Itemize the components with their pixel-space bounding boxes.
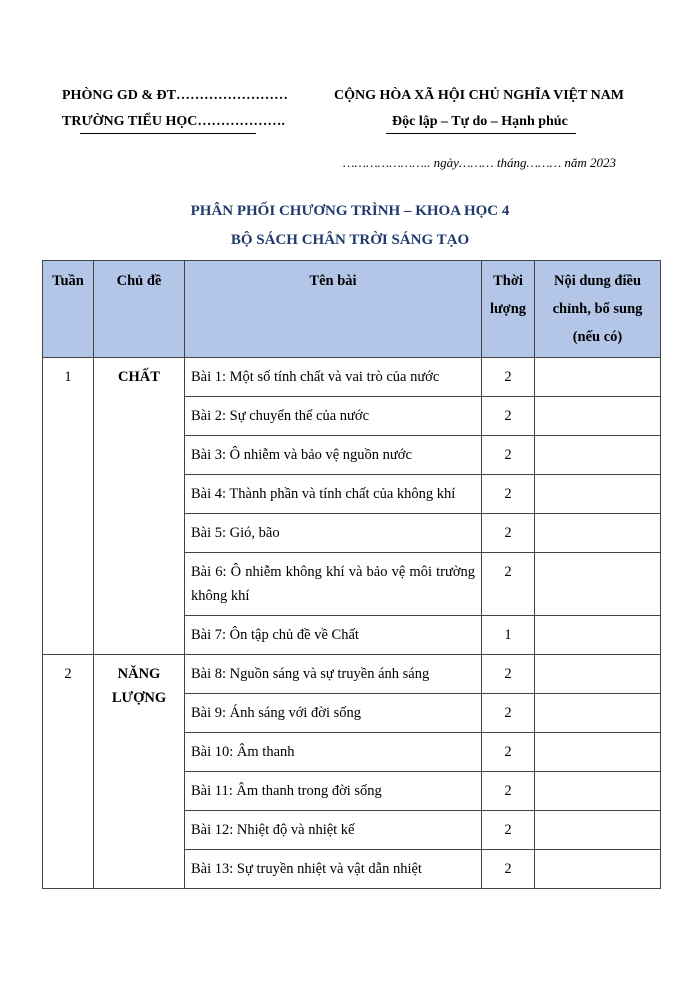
table-body: [43, 358, 661, 889]
lesson-cell: Bài 2: Sự chuyển thể của nước: [185, 397, 482, 436]
duration-cell: 2: [482, 436, 535, 475]
lesson-cell: Bài 11: Âm thanh trong đời sống: [185, 772, 482, 811]
table-row: [43, 655, 661, 694]
duration-cell: 2: [482, 733, 535, 772]
lesson-cell: Bài 7: Ôn tập chủ đề về Chất: [185, 616, 482, 655]
duration-cell: 2: [482, 655, 535, 694]
notes-cell: [535, 553, 661, 616]
motto: Độc lập – Tự do – Hạnh phúc: [392, 114, 568, 129]
school-label: TRƯỜNG TIỂU HỌC……………….: [62, 114, 285, 129]
notes-cell: [535, 850, 661, 889]
notes-cell: [535, 397, 661, 436]
topic-column-header: Chủ đề: [94, 261, 185, 358]
table-header-row: [43, 261, 661, 358]
lesson-cell: Bài 6: Ô nhiễm không khí và bảo vệ môi trường không khí: [185, 553, 482, 616]
week-cell: 1: [43, 358, 94, 655]
duration-cell: 2: [482, 358, 535, 397]
curriculum-table: [42, 260, 661, 889]
duration-cell: 2: [482, 514, 535, 553]
notes-cell: [535, 436, 661, 475]
duration-cell: 2: [482, 397, 535, 436]
topic-cell: CHẤT: [94, 358, 185, 655]
week-column-header: Tuần: [43, 261, 94, 358]
duration-cell: 2: [482, 475, 535, 514]
topic-cell: NĂNG LƯỢNG: [94, 655, 185, 889]
notes-cell: [535, 358, 661, 397]
notes-column-header: Nội dung điều chỉnh, bổ sung (nếu có): [535, 261, 661, 358]
notes-cell: [535, 733, 661, 772]
duration-cell: 2: [482, 694, 535, 733]
lesson-cell: Bài 8: Nguồn sáng và sự truyền ánh sáng: [185, 655, 482, 694]
lesson-cell: Bài 5: Gió, bão: [185, 514, 482, 553]
notes-cell: [535, 772, 661, 811]
week-cell: 2: [43, 655, 94, 889]
department-label: PHÒNG GD & ĐT……………………: [62, 88, 288, 103]
date-line: ………………….. ngày……… tháng……… năm 2023: [343, 155, 617, 170]
notes-cell: [535, 655, 661, 694]
duration-cell: 2: [482, 850, 535, 889]
lesson-cell: Bài 13: Sự truyền nhiệt và vật dẫn nhiệt: [185, 850, 482, 889]
country-name: CỘNG HÒA XÃ HỘI CHỦ NGHĨA VIỆT NAM: [334, 88, 625, 103]
lesson-cell: Bài 3: Ô nhiễm và bảo vệ nguồn nước: [185, 436, 482, 475]
duration-column-header: Thời lượng: [482, 261, 535, 358]
duration-cell: 2: [482, 811, 535, 850]
notes-cell: [535, 514, 661, 553]
notes-cell: [535, 694, 661, 733]
lesson-cell: Bài 12: Nhiệt độ và nhiệt kế: [185, 811, 482, 850]
table-row: [43, 358, 661, 397]
lesson-column-header: Tên bài: [185, 261, 482, 358]
notes-cell: [535, 475, 661, 514]
document-title: PHÂN PHỐI CHƯƠNG TRÌNH – KHOA HỌC 4: [190, 203, 510, 219]
document-subtitle: BỘ SÁCH CHÂN TRỜI SÁNG TẠO: [230, 232, 470, 248]
lesson-cell: Bài 9: Ánh sáng với đời sống: [185, 694, 482, 733]
school-underline: [80, 133, 256, 134]
lesson-cell: Bài 10: Âm thanh: [185, 733, 482, 772]
duration-cell: 2: [482, 553, 535, 616]
notes-cell: [535, 811, 661, 850]
duration-cell: 1: [482, 616, 535, 655]
lesson-cell: Bài 4: Thành phần và tính chất của không khí: [185, 475, 482, 514]
notes-cell: [535, 616, 661, 655]
duration-cell: 2: [482, 772, 535, 811]
lesson-cell: Bài 1: Một số tính chất và vai trò của nước: [185, 358, 482, 397]
motto-underline: [386, 133, 576, 134]
